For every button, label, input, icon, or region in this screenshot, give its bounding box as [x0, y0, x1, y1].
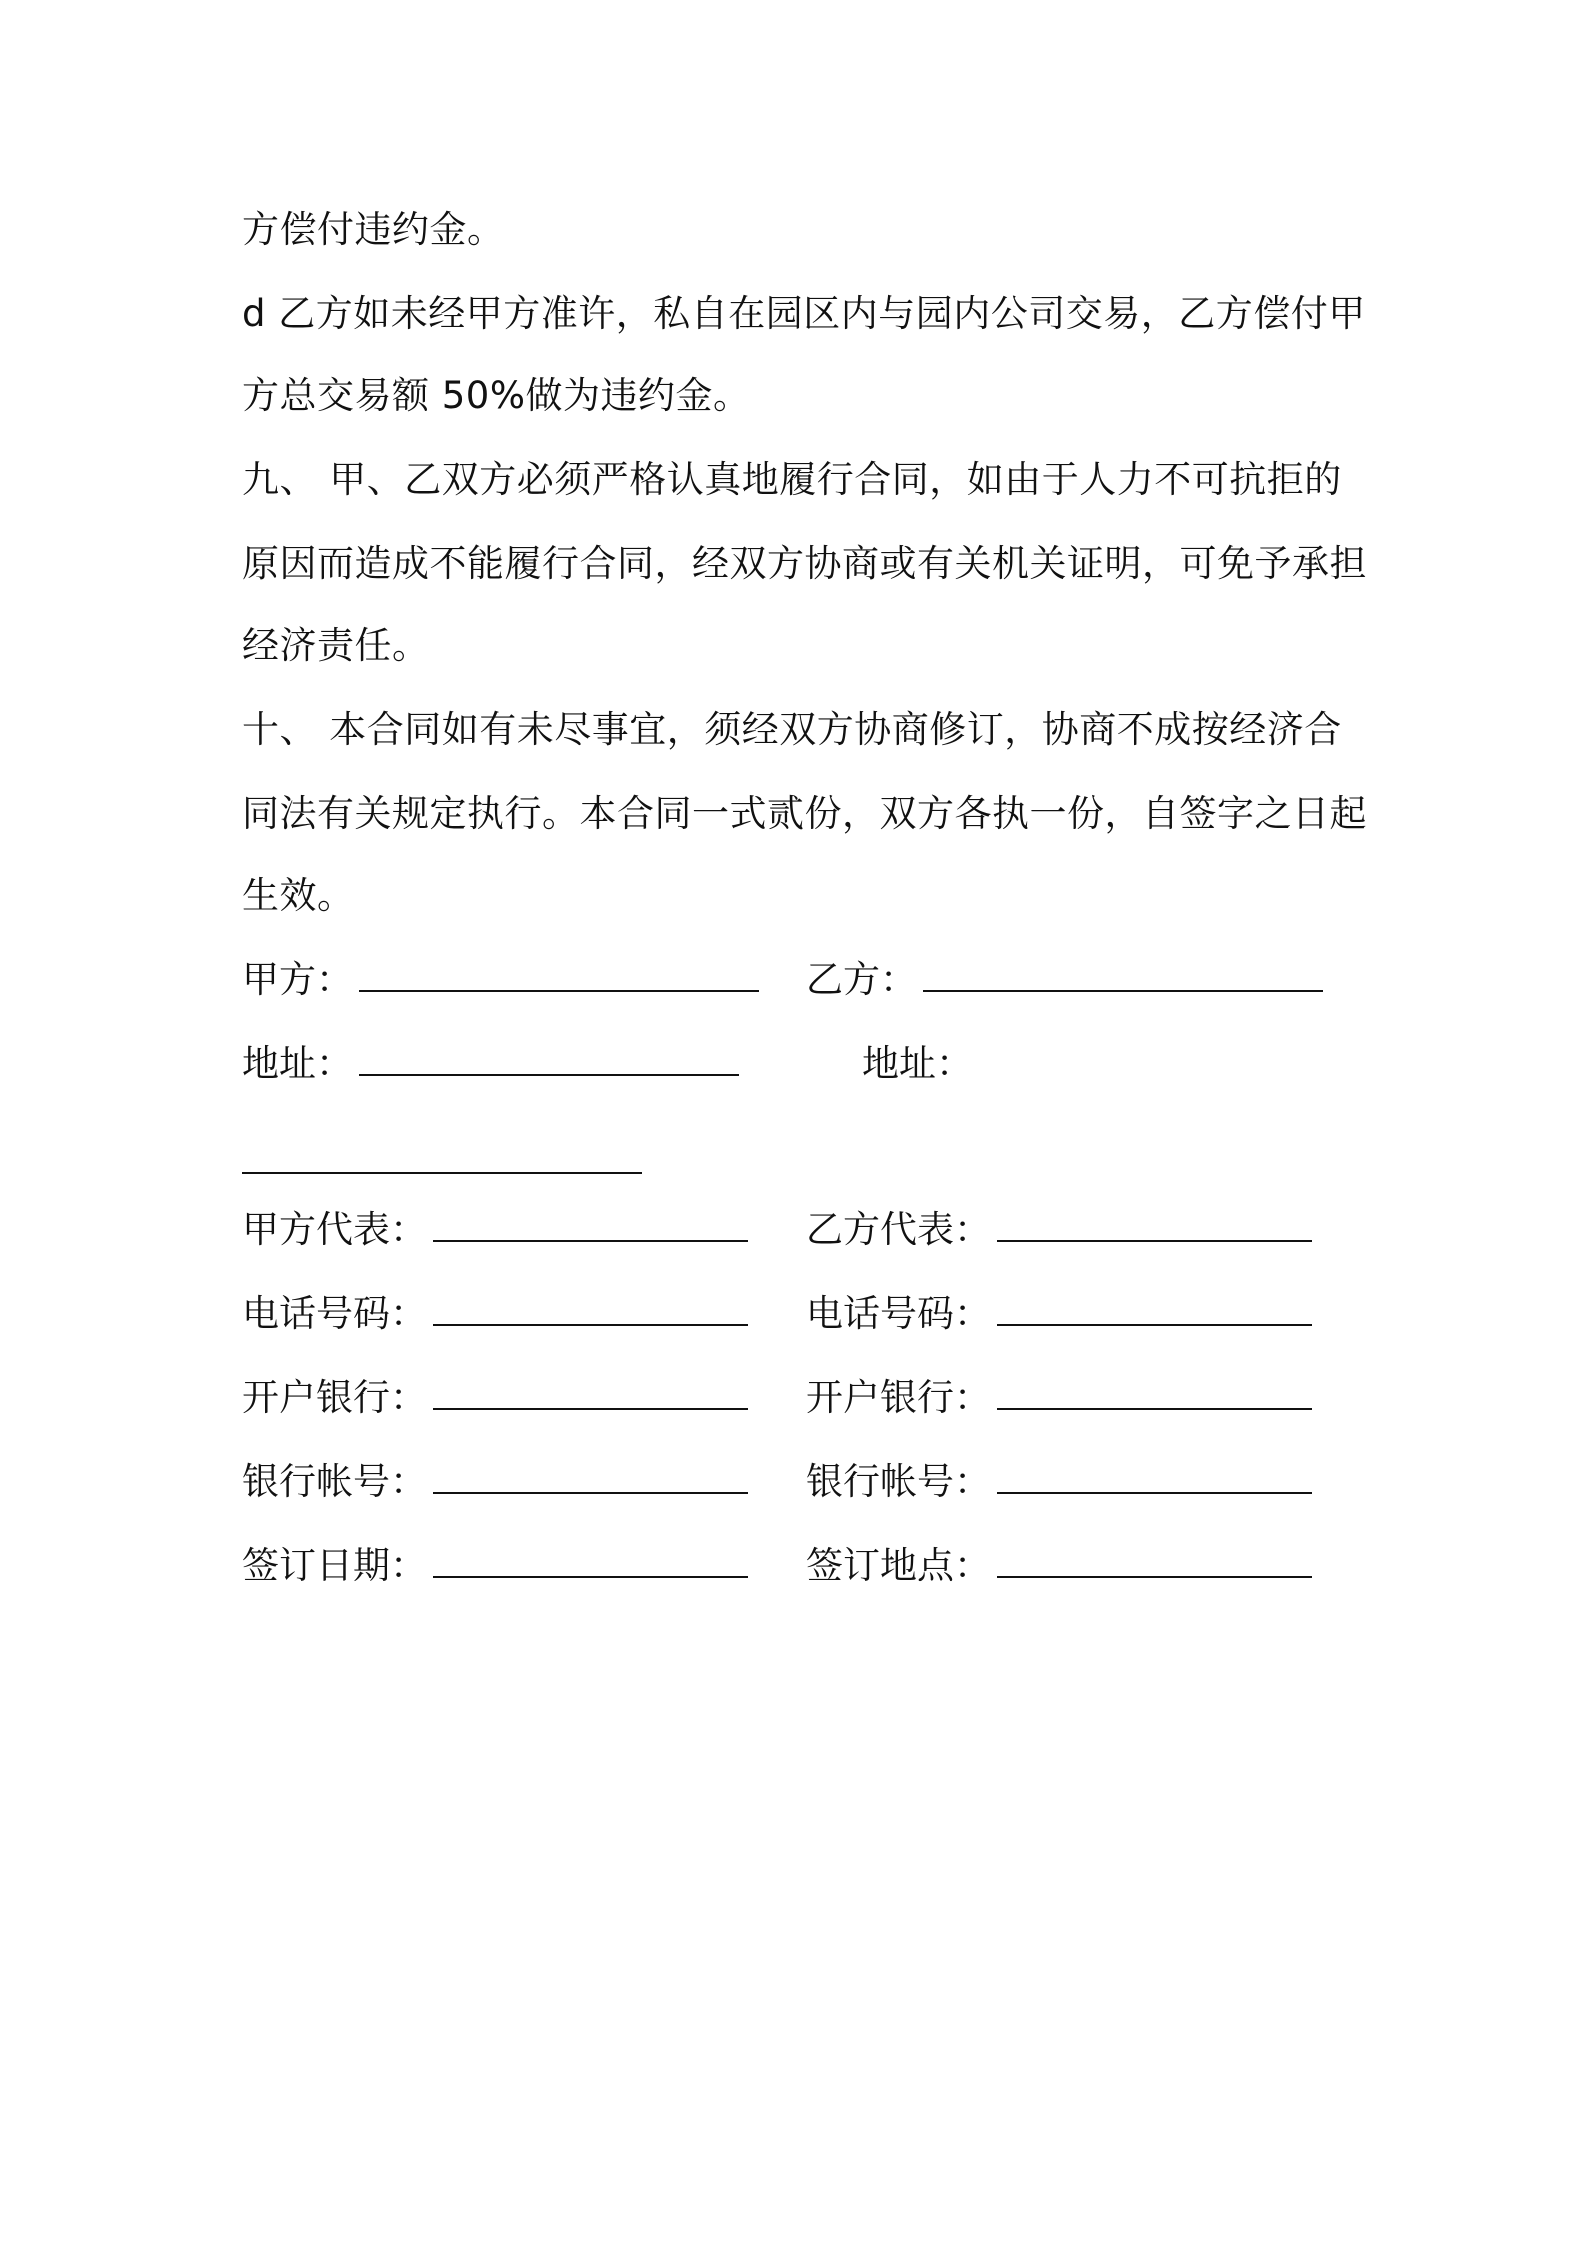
phone-b-field — [806, 1290, 1312, 1338]
bank-b-label: 开户银行： — [806, 1376, 991, 1419]
party-b-label: 乙方： — [806, 958, 917, 1001]
paragraph-line: 经济责任。 — [242, 624, 430, 667]
bank-a-blank[interactable] — [433, 1378, 748, 1410]
party-b-blank[interactable] — [923, 960, 1323, 992]
phone-a-blank[interactable] — [433, 1294, 748, 1326]
bank-a-field — [242, 1374, 748, 1422]
address-a-label: 地址： — [242, 1042, 353, 1085]
phone-b-label: 电话号码： — [806, 1292, 991, 1335]
paragraph-line: 生效。 — [242, 874, 355, 917]
sign-date-blank[interactable] — [433, 1546, 748, 1578]
sign-place-blank[interactable] — [997, 1546, 1312, 1578]
address-a-field — [242, 1040, 739, 1088]
party-b-field — [806, 956, 1323, 1004]
paragraph-line: 方偿付违约金。 — [242, 208, 505, 251]
rep-a-field — [242, 1206, 748, 1254]
paragraph-line: 同法有关规定执行。本合同一式贰份，双方各执一份，自签字之日起 — [242, 792, 1367, 835]
phone-a-label: 电话号码： — [242, 1292, 427, 1335]
phone-b-blank[interactable] — [997, 1294, 1312, 1326]
sign-date-label: 签订日期： — [242, 1544, 427, 1587]
rep-b-blank[interactable] — [997, 1210, 1312, 1242]
account-a-field — [242, 1458, 748, 1506]
account-a-label: 银行帐号： — [242, 1460, 427, 1503]
paragraph-line: d 乙方如未经甲方准许，私自在园区内与园内公司交易，乙方偿付甲 — [242, 292, 1366, 335]
clause-ten-line: 十、 本合同如有未尽事宜，须经双方协商修订，协商不成按经济合 — [242, 708, 1342, 751]
address-a-blank[interactable] — [359, 1044, 739, 1076]
party-a-blank[interactable] — [359, 960, 759, 992]
account-b-field — [806, 1458, 1312, 1506]
address-b-label: 地址： — [862, 1042, 973, 1085]
party-a-label: 甲方： — [242, 958, 353, 1001]
sign-date-field — [242, 1542, 748, 1590]
sign-place-label: 签订地点： — [806, 1544, 991, 1587]
account-b-label: 银行帐号： — [806, 1460, 991, 1503]
bank-a-label: 开户银行： — [242, 1376, 427, 1419]
paragraph-line: 方总交易额 50%做为违约金。 — [242, 374, 751, 417]
address-b-field — [862, 1040, 973, 1088]
account-b-blank[interactable] — [997, 1462, 1312, 1494]
rep-a-label: 甲方代表： — [242, 1208, 427, 1251]
clause-nine-line: 九、 甲、乙双方必须严格认真地履行合同，如由于人力不可抗拒的 — [242, 458, 1342, 501]
bank-b-blank[interactable] — [997, 1378, 1312, 1410]
party-a-field — [242, 956, 759, 1004]
phone-a-field — [242, 1290, 748, 1338]
rep-a-blank[interactable] — [433, 1210, 748, 1242]
sign-place-field — [806, 1542, 1312, 1590]
bank-b-field — [806, 1374, 1312, 1422]
paragraph-line: 原因而造成不能履行合同，经双方协商或有关机关证明，可免予承担 — [242, 542, 1367, 585]
rep-b-label: 乙方代表： — [806, 1208, 991, 1251]
address-b-blank[interactable] — [242, 1172, 642, 1174]
rep-b-field — [806, 1206, 1312, 1254]
account-a-blank[interactable] — [433, 1462, 748, 1494]
